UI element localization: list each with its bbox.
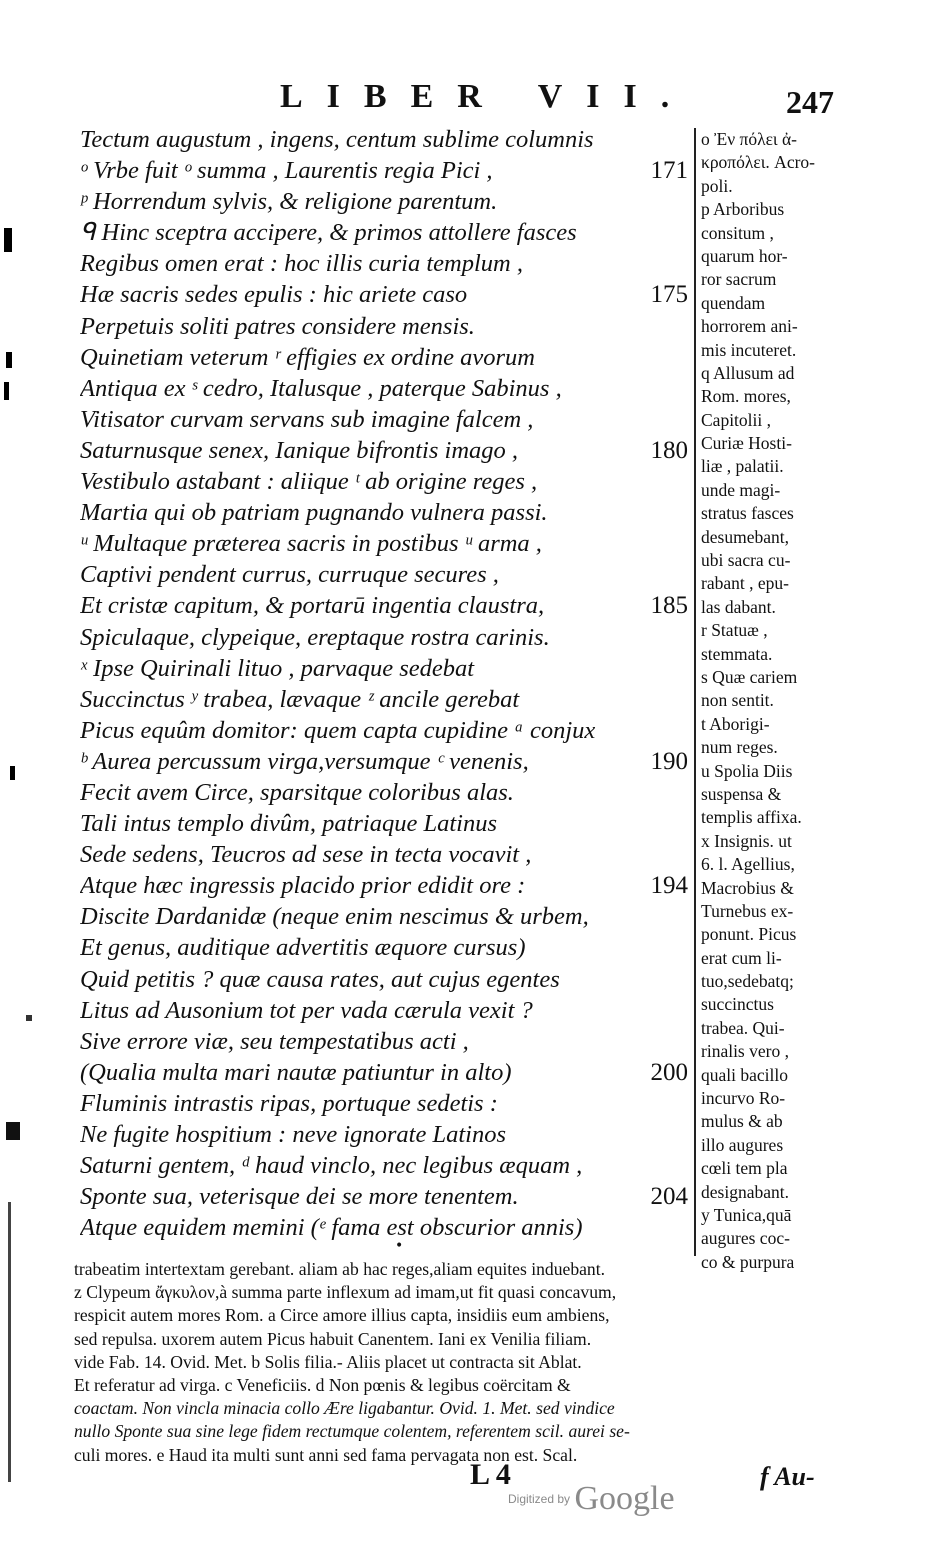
side-note-line: non sentit.: [701, 690, 774, 711]
ornament-dot: •: [395, 1238, 404, 1254]
side-note-line: κροπόλει. Acro-: [701, 152, 815, 173]
verse-text: Atque equidem memini (ᵉ fama est obscurior annis): [80, 1214, 583, 1242]
line-number: 200: [650, 1058, 688, 1086]
side-note-line: designabant.: [701, 1181, 789, 1202]
side-note-line: quali bacillo: [701, 1064, 788, 1085]
side-note-line: rabant , epu-: [701, 573, 789, 594]
verse-text: Litus ad Ausonium tot per vada cærula vexit ?: [80, 996, 533, 1024]
side-note-line: co & purpura: [701, 1251, 795, 1272]
verse-text: (Qualia multa mari nautæ patiuntur in alto): [80, 1058, 512, 1086]
side-note-line: liæ , palatii.: [701, 456, 784, 477]
side-note-line: u Spolia Diis: [701, 760, 793, 781]
verse-text: Perpetuis soliti patres considere mensis.: [80, 312, 475, 340]
side-note-line: succinctus: [701, 994, 774, 1015]
footnote-line: vide Fab. 14. Ovid. Met. b Solis filia.- Aliis placet ut contracta sit Ablat.: [74, 1351, 582, 1372]
verse-text: Sponte sua, veterisque dei se more tenentem.: [80, 1183, 519, 1211]
line-number: 185: [650, 592, 688, 620]
line-number: 194: [650, 872, 688, 900]
verse-text: Saturni gentem, ᵈ haud vinclo, nec legibus æquam ,: [80, 1152, 583, 1180]
verse-text: Hæ sacris sedes epulis : hic ariete caso: [80, 281, 468, 309]
verse-text: Quinetiam veterum ʳ effigies ex ordine avorum: [80, 343, 535, 371]
side-note-line: r Statuæ ,: [701, 620, 768, 641]
line-number: 204: [650, 1183, 688, 1211]
speck: [26, 1015, 32, 1021]
side-note-line: illo augures: [701, 1134, 784, 1155]
side-note-line: q Allusum ad: [701, 362, 795, 383]
side-note-line: t Aborigi-: [701, 713, 770, 734]
side-note-line: trabea. Qui-: [701, 1017, 785, 1038]
verse-text: Sede sedens, Teucros ad sese in tecta vocavit ,: [80, 841, 532, 869]
speck: [8, 1202, 11, 1482]
side-note-line: Macrobius &: [701, 877, 794, 898]
side-note-line: num reges.: [701, 737, 778, 758]
side-note-line: rinalis vero ,: [701, 1041, 789, 1062]
footnote-line: trabeatim intertextam gerebant. aliam ab hac reges,aliam equites induebant.: [74, 1259, 606, 1279]
side-note-line: las dabant.: [701, 596, 776, 617]
verse-text: Et cristæ capitum, & portarū ingentia claustra,: [80, 592, 545, 620]
side-note-line: suspensa &: [701, 783, 782, 804]
side-note-line: Capitolii ,: [701, 409, 771, 430]
speck: [10, 766, 15, 780]
side-note-line: Rom. mores,: [701, 386, 791, 407]
verse-text: Regibus omen erat : hoc illis curia templum ,: [80, 250, 523, 278]
line-number: 175: [650, 281, 688, 309]
signature-mark: L 4: [470, 1458, 511, 1491]
verse-text: Spiculaque, clypeique, ereptaque rostra carinis.: [80, 623, 550, 651]
line-number: 180: [650, 436, 688, 464]
side-note-line: quarum hor-: [701, 245, 788, 266]
side-note-line: y Tunica,quā: [701, 1204, 792, 1225]
speck: [4, 382, 9, 400]
footnote-line: nullo Sponte sua sine lege fidem rectumque colentem, referentem scil. aurei se-: [74, 1421, 630, 1442]
verse-text: ᵇ Aurea percussum virga,versumque ᶜ venenis,: [80, 747, 529, 775]
verse-text: Captivi pendent currus, curruque secures ,: [80, 561, 499, 589]
catchword: f Au-: [760, 1462, 815, 1491]
verse-text: Discite Dardanidæ (neque enim nescimus & urbem,: [80, 903, 589, 931]
speck: [6, 352, 12, 368]
side-note-line: tuo,sedebatq;: [701, 971, 794, 992]
verse-text: ˣ Ipse Quirinali lituo , parvaque sedebat: [80, 654, 475, 682]
side-note-line: x Insignis. ut: [701, 830, 792, 851]
side-note-line: 6. l. Agellius,: [701, 854, 795, 875]
side-note-line: erat cum li-: [701, 947, 782, 968]
side-note-line: Turnebus ex-: [701, 900, 794, 921]
side-note-line: p Arboribus: [701, 199, 785, 220]
side-note-line: unde magi-: [701, 479, 781, 500]
side-note-line: ror sacrum: [701, 269, 777, 290]
verse-text: Atque hæc ingressis placido prior edidit ore :: [80, 872, 526, 900]
watermark-small: Digitized by: [508, 1492, 571, 1506]
verse-text: Martia qui ob patriam pugnando vulnera passi.: [80, 499, 548, 527]
side-note-line: s Quæ cariem: [701, 666, 798, 687]
footnote-line: Et referatur ad virga. c Veneficiis. d Non pœnis & legibus coërcitam &: [74, 1374, 571, 1395]
line-number: 171: [650, 157, 688, 185]
side-note-line: desumebant,: [701, 526, 789, 547]
footnote-line: sed repulsa. uxorem autem Picus habuit Canentem. Iani ex Venilia filiam.: [74, 1328, 592, 1349]
verse-text: Tali intus templo divûm, patriaque Latinus: [80, 810, 497, 838]
verse-text: Succinctus ʸ trabea, lævaque ᶻ ancile gerebat: [80, 685, 520, 713]
side-note-line: poli.: [701, 175, 733, 196]
verse-text: Antiqua ex ˢ cedro, Italusque , paterque Sabinus ,: [80, 374, 562, 402]
side-note-line: consitum ,: [701, 222, 774, 243]
verse-text: ᵘ Multaque præterea sacris in postibus ᵘ arma ,: [80, 530, 542, 558]
side-note-line: stemmata.: [701, 643, 773, 664]
verse-text: ᑫ Hinc sceptra accipere, & primos attollere fasces: [80, 219, 577, 247]
verse-text: Saturnusque senex, Ianique bifrontis imago ,: [80, 436, 519, 464]
side-note-line: cœli tem pla: [701, 1158, 788, 1179]
running-title: LIBER VII.: [280, 78, 694, 115]
side-note-line: ponunt. Picus: [701, 924, 797, 945]
side-note-line: horrorem ani-: [701, 316, 798, 337]
side-note-line: ubi sacra cu-: [701, 550, 791, 571]
footnote-line: coactam. Non vincla minacia collo Ære ligabantur. Ovid. 1. Met. sed vindice: [74, 1398, 615, 1419]
verse-text: Vitisator curvam servans sub imagine falcem ,: [80, 405, 534, 433]
side-note-line: mis incuteret.: [701, 339, 797, 360]
verse-text: ᵒ Vrbe fuit ᵒ summa , Laurentis regia Pici ,: [80, 157, 493, 185]
line-number: 190: [650, 747, 688, 775]
verse-text: Picus equûm domitor: quem capta cupidine ᵃ conjux: [80, 716, 596, 744]
page-number: 247: [786, 84, 834, 120]
footnote-line: culi mores. e Haud ita multi sunt anni sed fama pervagata non est. Scal.: [74, 1444, 578, 1465]
verse-text: Ne fugite hospitium : neve ignorate Latinos: [80, 1121, 506, 1148]
side-note-line: incurvo Ro-: [701, 1088, 786, 1109]
watermark-google: Google: [574, 1480, 675, 1517]
side-note-line: augures coc-: [701, 1228, 790, 1249]
side-note-line: templis affixa.: [701, 807, 802, 828]
side-note-line: stratus fasces: [701, 503, 794, 524]
verse-text: Tectum augustum , ingens, centum sublime columnis: [80, 126, 594, 153]
side-note-line: Curiæ Hosti-: [701, 433, 792, 454]
verse-text: Vestibulo astabant : aliique ᵗ ab origine reges ,: [80, 468, 538, 496]
verse-text: ᵖ Horrendum sylvis, & religione parentum.: [80, 188, 498, 216]
speck: [4, 228, 12, 252]
verse-text: Sive errore viæ, seu tempestatibus acti ,: [80, 1027, 469, 1055]
verse-text: Fluminis intrastis ripas, portuque sedetis :: [80, 1089, 498, 1117]
side-note-line: quendam: [701, 292, 766, 313]
speck: [6, 1122, 20, 1140]
side-note-line: o Ἐν πόλει ἀ-: [701, 129, 798, 149]
footnote-line: respicit autem mores Rom. a Circe amore illius capta, insidiis eum ambiens,: [74, 1305, 610, 1326]
verse-text: Et genus, auditique advertitis æquore cursus): [80, 934, 526, 962]
footnote-line: z Clypeum ἄγκυλον,à summa parte inflexum ad imam,ut fit quasi concavum,: [74, 1282, 617, 1303]
side-note-line: mulus & ab: [701, 1111, 783, 1132]
verse-text: Quid petitis ? quæ causa rates, aut cujus egentes: [80, 965, 560, 993]
verse-text: Fecit avem Circe, sparsitque coloribus alas.: [80, 778, 514, 806]
